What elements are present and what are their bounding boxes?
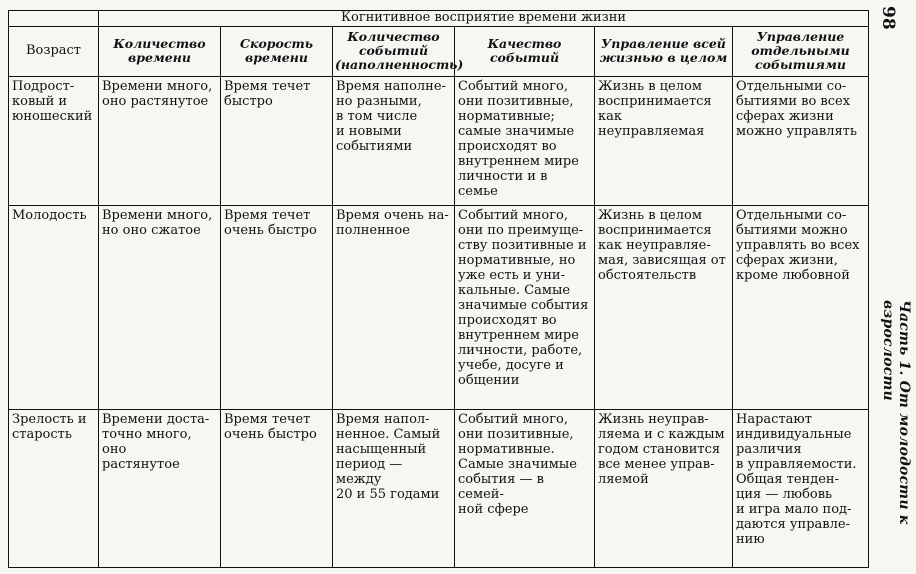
cell-life-control: Жизнь неуправ- ляема и с каждым годом становится все менее управ- ляемой	[595, 409, 733, 567]
cell-events-control: Нарастают индивидуальные различия в управляемости. Общая тенден- ция — любовь и игра мало под- даются управле- нию	[733, 409, 869, 567]
cell-events-quality: Событий много, они позитивные, нормативные; самые значимые происходят во внутреннем мире личности и в семье	[455, 77, 595, 206]
header-life-control: Управление всей жизнью в целом	[595, 26, 733, 77]
cell-time-speed: Время течет очень быстро	[221, 409, 333, 567]
running-head: Часть 1. От молодости к взрослости	[880, 300, 912, 525]
header-time-speed: Скорость времени	[221, 26, 333, 77]
cell-time-amount: Времени доста- точно много, оно растянутое	[99, 409, 221, 567]
table-row	[9, 206, 869, 410]
header-time-amount: Количество времени	[99, 26, 221, 77]
cell-time-speed: Время течет очень быстро	[221, 206, 333, 410]
header-events-quality: Качество событий	[455, 26, 595, 77]
cell-events-quality: Событий много, они по преимуще- ству позитивные и нормативные, но уже есть и уни- кальные. Самые значимые события происходят во внутреннем мире личности, работе, учебе, досуге и общении	[455, 206, 595, 410]
header-age: Возраст	[9, 26, 99, 77]
cognitive-perception-table	[8, 10, 869, 568]
page-margin	[874, 0, 914, 574]
cell-events-quality: Событий много, они позитивные, нормативные. Самые значимые события — в семей- ной сфере	[455, 409, 595, 567]
cell-events-amount: Время напол- ненное. Самый насыщенный период — между 20 и 55 годами	[333, 409, 455, 567]
cell-time-speed: Время течет быстро	[221, 77, 333, 206]
cell-events-amount: Время очень на- полненное	[333, 206, 455, 410]
header-events-control: Управление отдельными событиями	[733, 26, 869, 77]
cell-events-control: Отдельными со- бытиями можно управлять во всех сферах жизни, кроме любовной	[733, 206, 869, 410]
cell-events-amount: Время наполне- но разными, в том числе и новыми событиями	[333, 77, 455, 206]
cell-age: Подрост- ковый и юношеский	[9, 77, 99, 206]
table-row	[9, 409, 869, 567]
corner-cell	[9, 11, 99, 27]
cell-age: Зрелость и старость	[9, 409, 99, 567]
table-row	[9, 77, 869, 206]
cell-life-control: Жизнь в целом воспринимается как неуправляе- мая, зависящая от обстоятельств	[595, 206, 733, 410]
cell-age: Молодость	[9, 206, 99, 410]
cell-life-control: Жизнь в целом воспринимается как неуправляемая	[595, 77, 733, 206]
page-number: 98	[878, 6, 898, 30]
cell-time-amount: Времени много, оно растянутое	[99, 77, 221, 206]
table-title: Когнитивное восприятие времени жизни	[99, 11, 869, 27]
cell-events-control: Отдельными со- бытиями во всех сферах жизни можно управлять	[733, 77, 869, 206]
cell-time-amount: Времени много, но оно сжатое	[99, 206, 221, 410]
header-events-amount: Количество событий (наполненность)	[333, 26, 455, 77]
